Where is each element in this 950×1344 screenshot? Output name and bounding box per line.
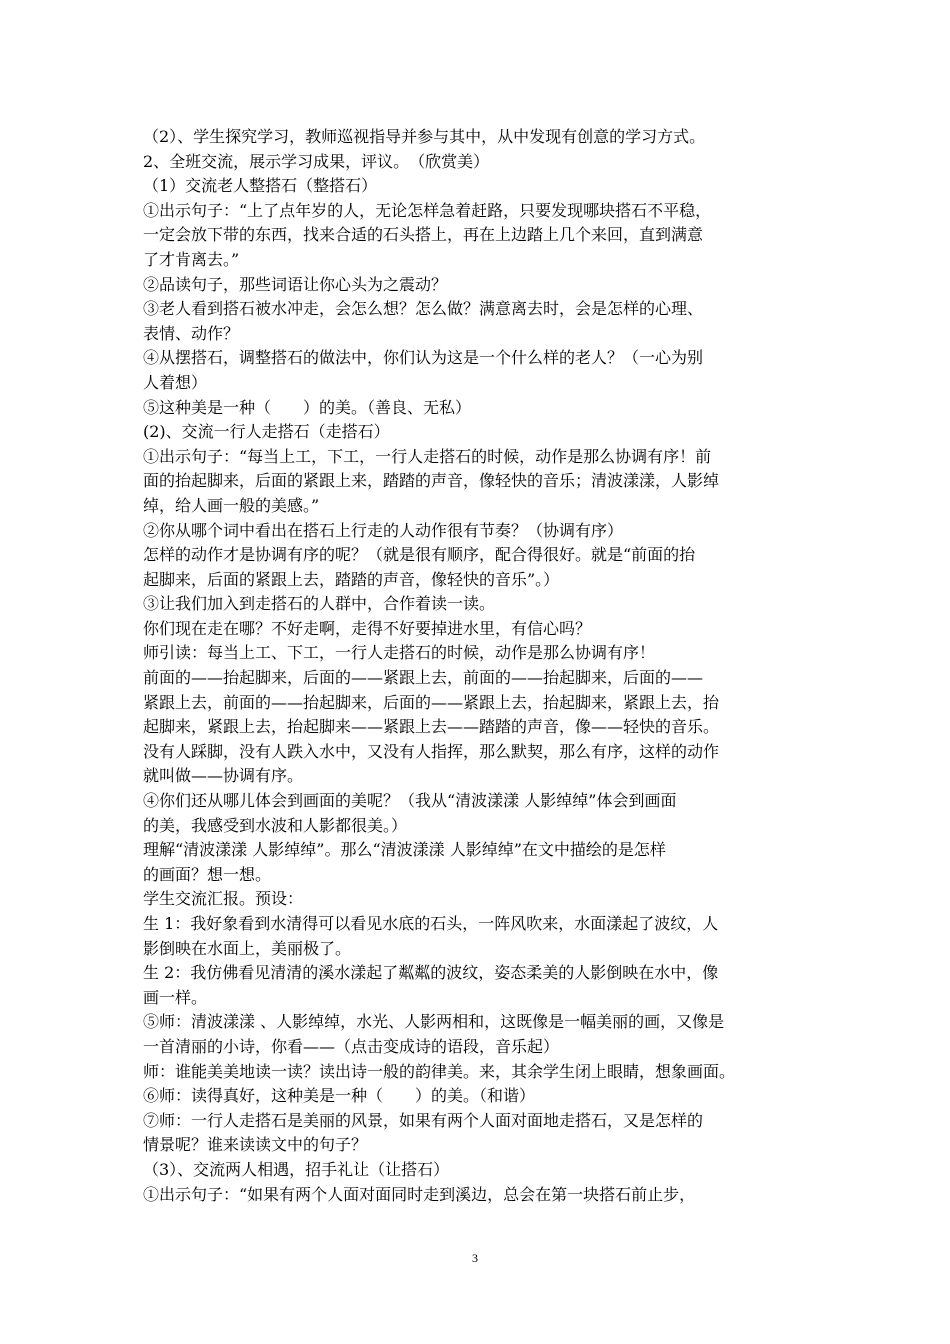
text-line: 前面的——抬起脚来，后面的——紧跟上去，前面的——抬起脚来，后面的—— [143,668,704,688]
text-line: 师：谁能美美地读一读？读出诗一般的韵律美。来，其余学生闭上眼睛，想象画面。 [143,1061,736,1081]
text-line: 人着想） [143,372,208,392]
text-line: 影倒映在水面上，美丽极了。 [143,938,352,958]
text-line: ⑤师：清波漾漾 、人影绰绰，水光、人影两相和，这既像是一幅美丽的画，又像是 [143,1012,725,1032]
text-line: （2）、学生探究学习，教师巡视指导并参与其中，从中发现有创意的学习方式。 [143,127,706,146]
text-line: 师引读：每当上工、下工，一行人走搭石的时候，动作是那么协调有序！ [143,643,656,663]
text-line: ⑥师：读得真好，这种美是一种（ ）的美。（和谐） [143,1086,536,1106]
page-number: 3 [472,1251,478,1265]
text-line: 情景呢？谁来读读文中的句子？ [143,1135,368,1155]
text-line: ④从摆搭石，调整搭石的做法中，你们认为这是一个什么样的老人？（一心为别 [143,348,704,368]
text-line: 起脚来，紧跟上去，抬起脚来——紧跟上去——踏踏的声音，像——轻快的音乐。 [143,717,720,737]
text-line: 你们现在走在哪？不好走啊，走得不好要掉进水里，有信心吗？ [143,618,592,638]
text-line: 学生交流汇报。预设： [143,889,304,909]
text-line: ①出示句子：“如果有两个人面对面同时走到溪边，总会在第一块搭石前止步， [143,1184,696,1204]
text-line: 画一样。 [143,987,208,1007]
text-line: 紧跟上去，前面的——抬起脚来，后面的——紧跟上去，抬起脚来，紧跟上去，抬 [143,692,720,712]
text-line: ④你们还从哪儿体会到画面的美呢？（我从“清波漾漾 人影绰绰”体会到画面 [143,791,677,811]
text-line: 一首清丽的小诗，你看——（点击变成诗的语段，音乐起） [143,1036,560,1056]
text-line: ②你从哪个词中看出在搭石上行走的人动作很有节奏？（协调有序） [143,520,624,540]
text-line: 2、全班交流，展示学习成果，评议。 （欣赏美） [143,151,490,171]
text-line: ③让我们加入到走搭石的人群中，合作着读一读。 [143,594,496,614]
page-body [143,125,815,1207]
text-line: ⑦师：一行人走搭石是美丽的风景，如果有两个人面对面地走搭石，又是怎样的 [143,1110,704,1130]
text-line: 生 1：我好象看到水清得可以看见水底的石头，一阵风吹来，水面漾起了波纹，人 [143,914,719,933]
text-line: 绰，给人画一般的美感。” [143,495,320,515]
text-line: 的画面？想一想。 [143,864,272,884]
text-line: （3）、交流两人相遇，招手礼让（让搭石） [143,1159,450,1179]
text-line: 的美，我感受到水波和人影都很美。） [143,815,408,835]
text-line: 理解“清波漾漾 人影绰绰”。那么“清波漾漾 人影绰绰”在文中描绘的是怎样 [143,840,666,860]
text-line: 怎样的动作才是协调有序的呢？（就是很有顺序，配合得很好。就是“前面的抬 [143,545,696,565]
text-line: （1）交流老人整搭石（整搭石） [143,176,378,196]
text-line: 没有人踩脚，没有人跌入水中，又没有人指挥，那么默契，那么有序，这样的动作 [143,741,720,761]
text-line: ①出示句子：“每当上工，下工，一行人走搭石的时候，动作是那么协调有序！前 [143,446,712,466]
text-line: ⑤这种美是一种（ ）的美。（善良、无私） [143,397,472,417]
text-line: 一定会放下带的东西，找来合适的石头搭上，再在上边踏上几个来回，直到满意 [143,225,704,245]
text-line: ①出示句子：“上了点年岁的人，无论怎样急着赶路，只要发现哪块搭石不平稳， [143,200,712,220]
text-line: 生 2：我仿佛看见清清的溪水漾起了粼粼的波纹，姿态柔美的人影倒映在水中，像 [143,963,719,983]
text-line: ②品读句子，那些词语让你心头为之震动？ [143,274,448,294]
text-line: 面的抬起脚来，后面的紧跟上来，踏踏的声音，像轻快的音乐；清波漾漾，人影绰 [143,471,720,491]
text-line: ③老人看到搭石被水冲走，会怎么想？怎么做？满意离去时，会是怎样的心理、 [143,299,704,319]
text-line: (2)、交流一行人走搭石（走搭石） [143,422,390,442]
text-line: 起脚来，后面的紧跟上去，踏踏的声音，像轻快的音乐”。） [143,569,560,589]
text-line: 了才肯离去。” [143,249,240,269]
text-line: 就叫做——协调有序。 [143,766,304,786]
text-line: 表情、动作？ [143,323,240,343]
